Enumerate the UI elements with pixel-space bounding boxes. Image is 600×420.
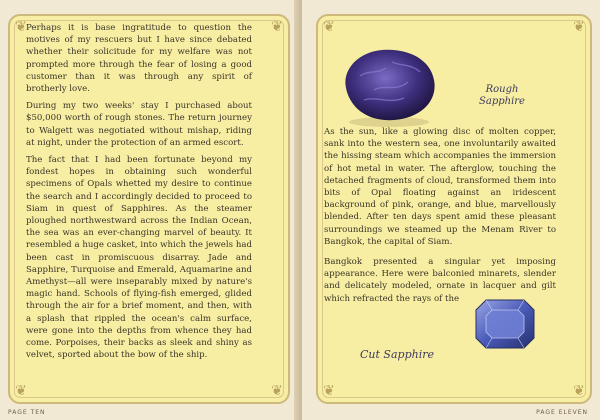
caption-line: Rough	[485, 84, 519, 95]
cut-sapphire-image	[472, 296, 538, 352]
corner-ornament-icon: ❦	[323, 383, 335, 399]
paragraph: Bangkok presented a singular yet imposing appearance. Here were balconied minarets, slender and delicately modeled, ornate in lacquer and gilt which refracted the rays of the	[324, 257, 556, 304]
page-number: PAGE ELEVEN	[536, 409, 588, 416]
corner-ornament-icon: ❦	[15, 383, 27, 399]
corner-ornament-icon: ❦	[15, 19, 27, 35]
page-number: PAGE TEN	[8, 409, 46, 416]
left-body-text	[26, 22, 252, 366]
paragraph: The fact that I had been fortunate beyond my fondest hopes in obtaining such wonderful specimens of Opals whetted my desire to continue the search and I accordingly decided to proceed to Siam in quest of Sapphires. As the steamer ploughed northwestward across the Indian Ocean, the sea was an ever-changing marvel of beauty. It resembled a huge casket, into which the jewels had been cast in promiscuous disarray. Jade and Sapphire, Turquoise and Emerald, Aquamarine and Amethyst—all were inseparably mixed by nature's magic hand. Schools of flying-fish emerged, glided through the air for a brief moment, and then, with a splash that rippled the ocean's calm surface, were gone into the depths from whence they had come. Porpoises, their backs as sleek and shiny as velvet, sported about the bow of the ship.	[26, 155, 252, 361]
paragraph: During my two weeks' stay I purchased about $50,000 worth of rough stones. The return journey to Walgett was negotiated without mishap, riding at night, under the protection of an armed escort.	[26, 101, 252, 148]
paragraph: As the sun, like a glowing disc of molten copper, sank into the western sea, one involuntarily awaited the hissing steam which accompanies the immersion of hot metal in water. The afterglow, touching the detached fragments of cloud, transformed them into bits of Opal floating against an iridescent background of pink, orange, and blue, marvellously blended. After ten days spent amid these pleasant surroundings we steamed up the Menam River to Bangkok, the capital of Siam.	[324, 127, 556, 247]
paragraph: Perhaps it is base ingratitude to question the motives of my rescuers but I have since debated whether their solicitude for my welfare was not prompted more through the fear of losing a good customer than it was through any spirit of brotherly love.	[26, 23, 252, 95]
cut-sapphire-caption: Cut Sapphire	[360, 348, 434, 361]
rough-sapphire-caption	[462, 84, 542, 108]
rough-sapphire-image	[334, 42, 440, 128]
left-page	[0, 0, 298, 420]
corner-ornament-icon: ❦	[573, 19, 585, 35]
corner-ornament-icon: ❦	[271, 19, 283, 35]
corner-ornament-icon: ❦	[271, 383, 283, 399]
right-page	[302, 0, 600, 420]
caption-line: Sapphire	[479, 96, 525, 107]
corner-ornament-icon: ❦	[573, 383, 585, 399]
right-body-text-upper	[324, 126, 556, 253]
corner-ornament-icon: ❦	[323, 19, 335, 35]
